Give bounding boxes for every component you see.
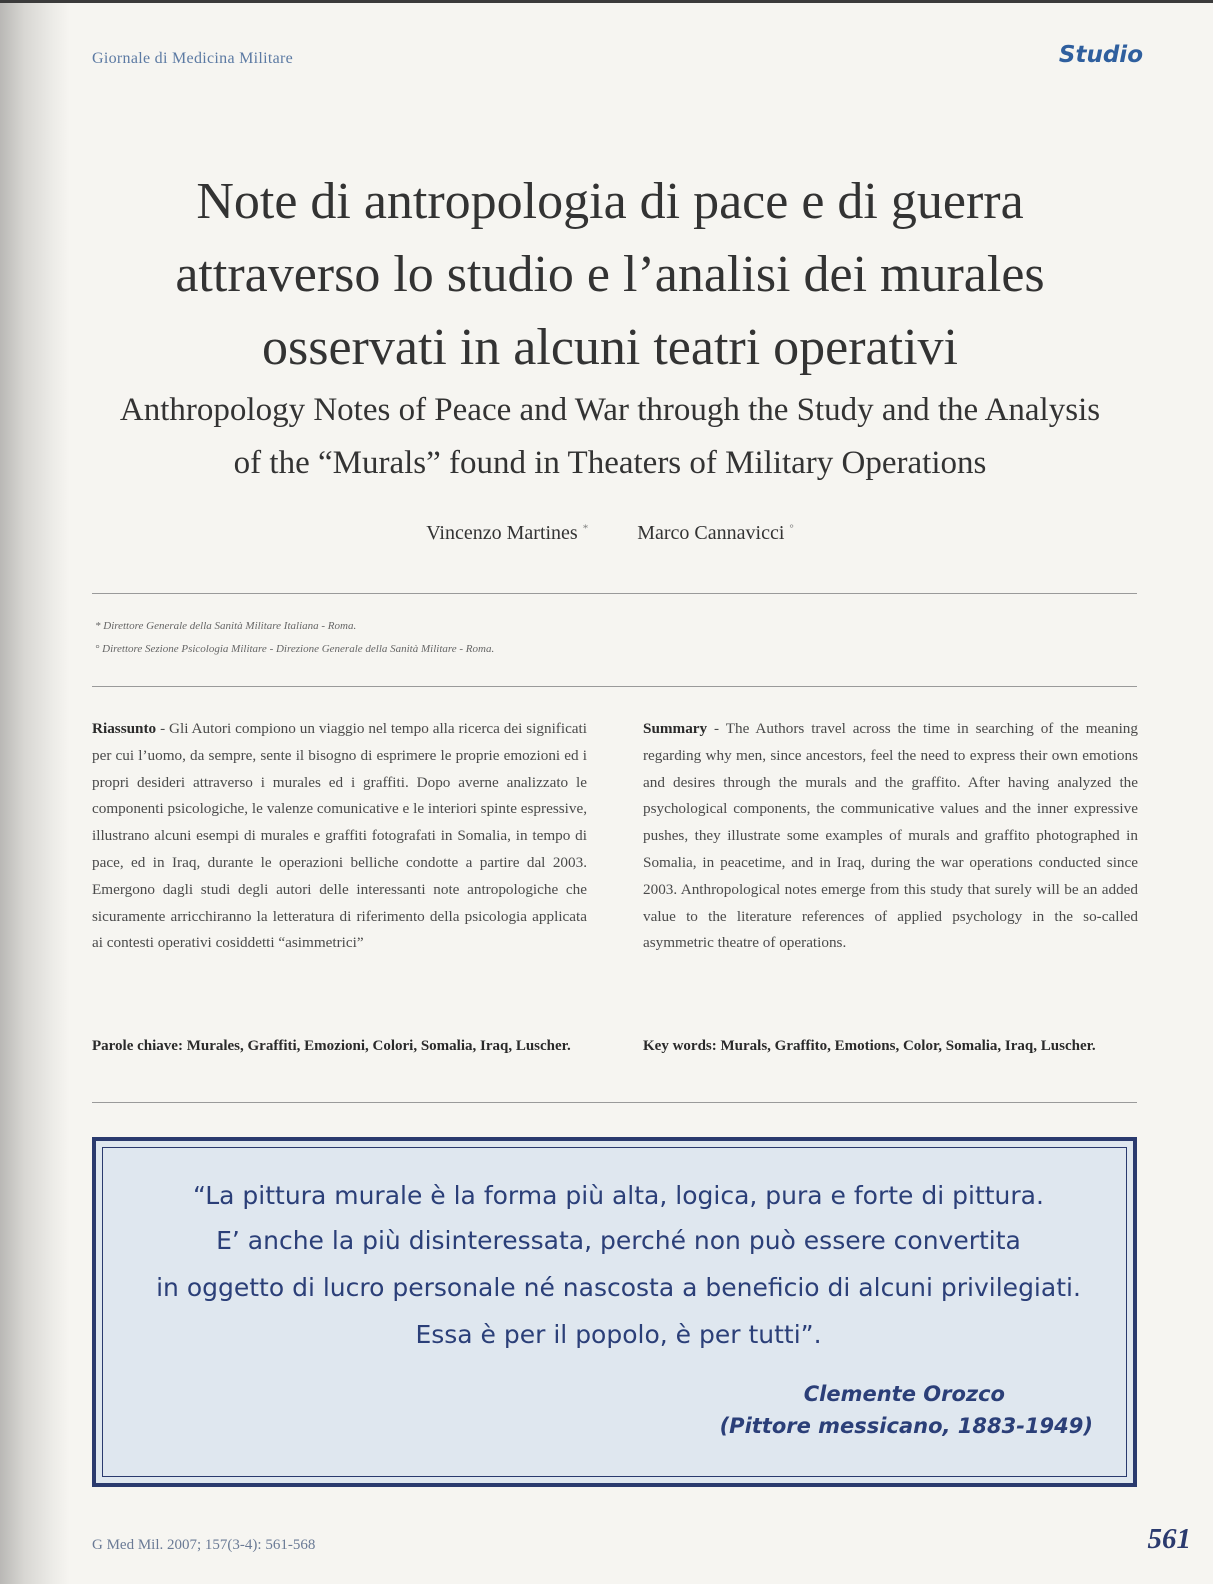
page-number: 561 [1147,1523,1191,1555]
citation: G Med Mil. 2007; 157(3-4): 561-568 [92,1537,316,1553]
author-mark: ° [789,522,794,535]
riassunto-column [92,716,587,957]
article-subtitle [90,384,1130,490]
page-gutter-shadow [0,0,70,1584]
quote-line: in oggetto di lucro personale né nascosta a beneficio di alcuni privilegiati. [156,1273,1081,1302]
title-line: Note di antropologia di pace e di guerra [196,173,1024,230]
quote-box [92,1137,1137,1487]
riassunto-heading: Riassunto [92,720,157,737]
divider [92,686,1137,687]
top-rule [0,0,1213,3]
article-title [90,165,1130,384]
summary-column [643,716,1138,957]
subtitle-line: Anthropology Notes of Peace and War through the Study and the Analysis [119,392,1101,428]
author-list [90,522,1130,545]
author-name: Vincenzo Martines [426,522,578,544]
affiliation: * Direttore Generale della Sanità Militare Italiana - Roma. [95,620,357,632]
quote-author-note: (Pittore messicano, 1883-1949) [719,1414,1093,1438]
author-mark: * [582,522,589,535]
section-label: Studio [1058,42,1143,68]
journal-name: Giornale di Medicina Militare [92,50,294,67]
keywords-english: Key words: Murals, Graffito, Emotions, Color, Somalia, Iraq, Luscher. [643,1038,1096,1054]
author-name: Marco Cannavicci [637,522,785,544]
riassunto-text: - Gli Autori compiono un viaggio nel tempo alla ricerca dei significati per cui l’uomo, da sempre, sente il bisogno di esprimere le proprie emozioni ed i propri desideri attraverso i murales ed i graffiti. Dopo averne analizzato le componenti psicologiche, le valenze comunicative e le interiori spinte espressive, illustrano alcuni esempi di murales e graffiti fotografati in Somalia, in tempo di pace, ed in Iraq, durante le operazioni belliche condotte a partire dal 2003. Emergono dagli studi degli autori delle interessanti note antropologiche che sicuramente arricchiranno la letteratura di riferimento della psicologia applicata ai contesti operativi cosiddetti “asimmetrici” [92,720,587,952]
affiliation: ° Direttore Sezione Psicologia Militare - Direzione Generale della Sanità Militare - Roma. [95,643,495,655]
summary-heading: Summary [643,720,708,737]
quote-line: Essa è per il popolo, è per tutti”. [415,1320,822,1349]
subtitle-line: of the “Murals” found in Theaters of Military Operations [233,445,987,481]
summary-text: - The Authors travel across the time in searching of the meaning regarding why men, since ancestors, feel the need to express their own emotions and desires through the murals and the graffito. After having analyzed the psychological components, the communicative values and the inner expressive pushes, they illustrate some examples of murals and graffito photographed in Somalia, in peacetime, and in Iraq, during the war operations conducted since 2003. Anthropological notes emerge from this study that surely will be an added value to the literature references of applied psychology in the so-called asymmetric theatre of operations. [643,720,1138,952]
quote-author: Clemente Orozco [803,1382,1005,1406]
title-line: attraverso lo studio e l’analisi dei murales [175,246,1045,303]
author [637,522,794,544]
keywords-italian: Parole chiave: Murales, Graffiti, Emozioni, Colori, Somalia, Iraq, Luscher. [92,1038,571,1054]
divider [92,1102,1137,1103]
quote-line: “La pittura murale è la forma più alta, logica, pura e forte di pittura. [193,1181,1044,1210]
title-line: osservati in alcuni teatri operativi [262,319,958,376]
divider [92,593,1137,594]
quote-line: E’ anche la più disinteressata, perché non può essere convertita [216,1226,1021,1255]
author [426,522,588,544]
